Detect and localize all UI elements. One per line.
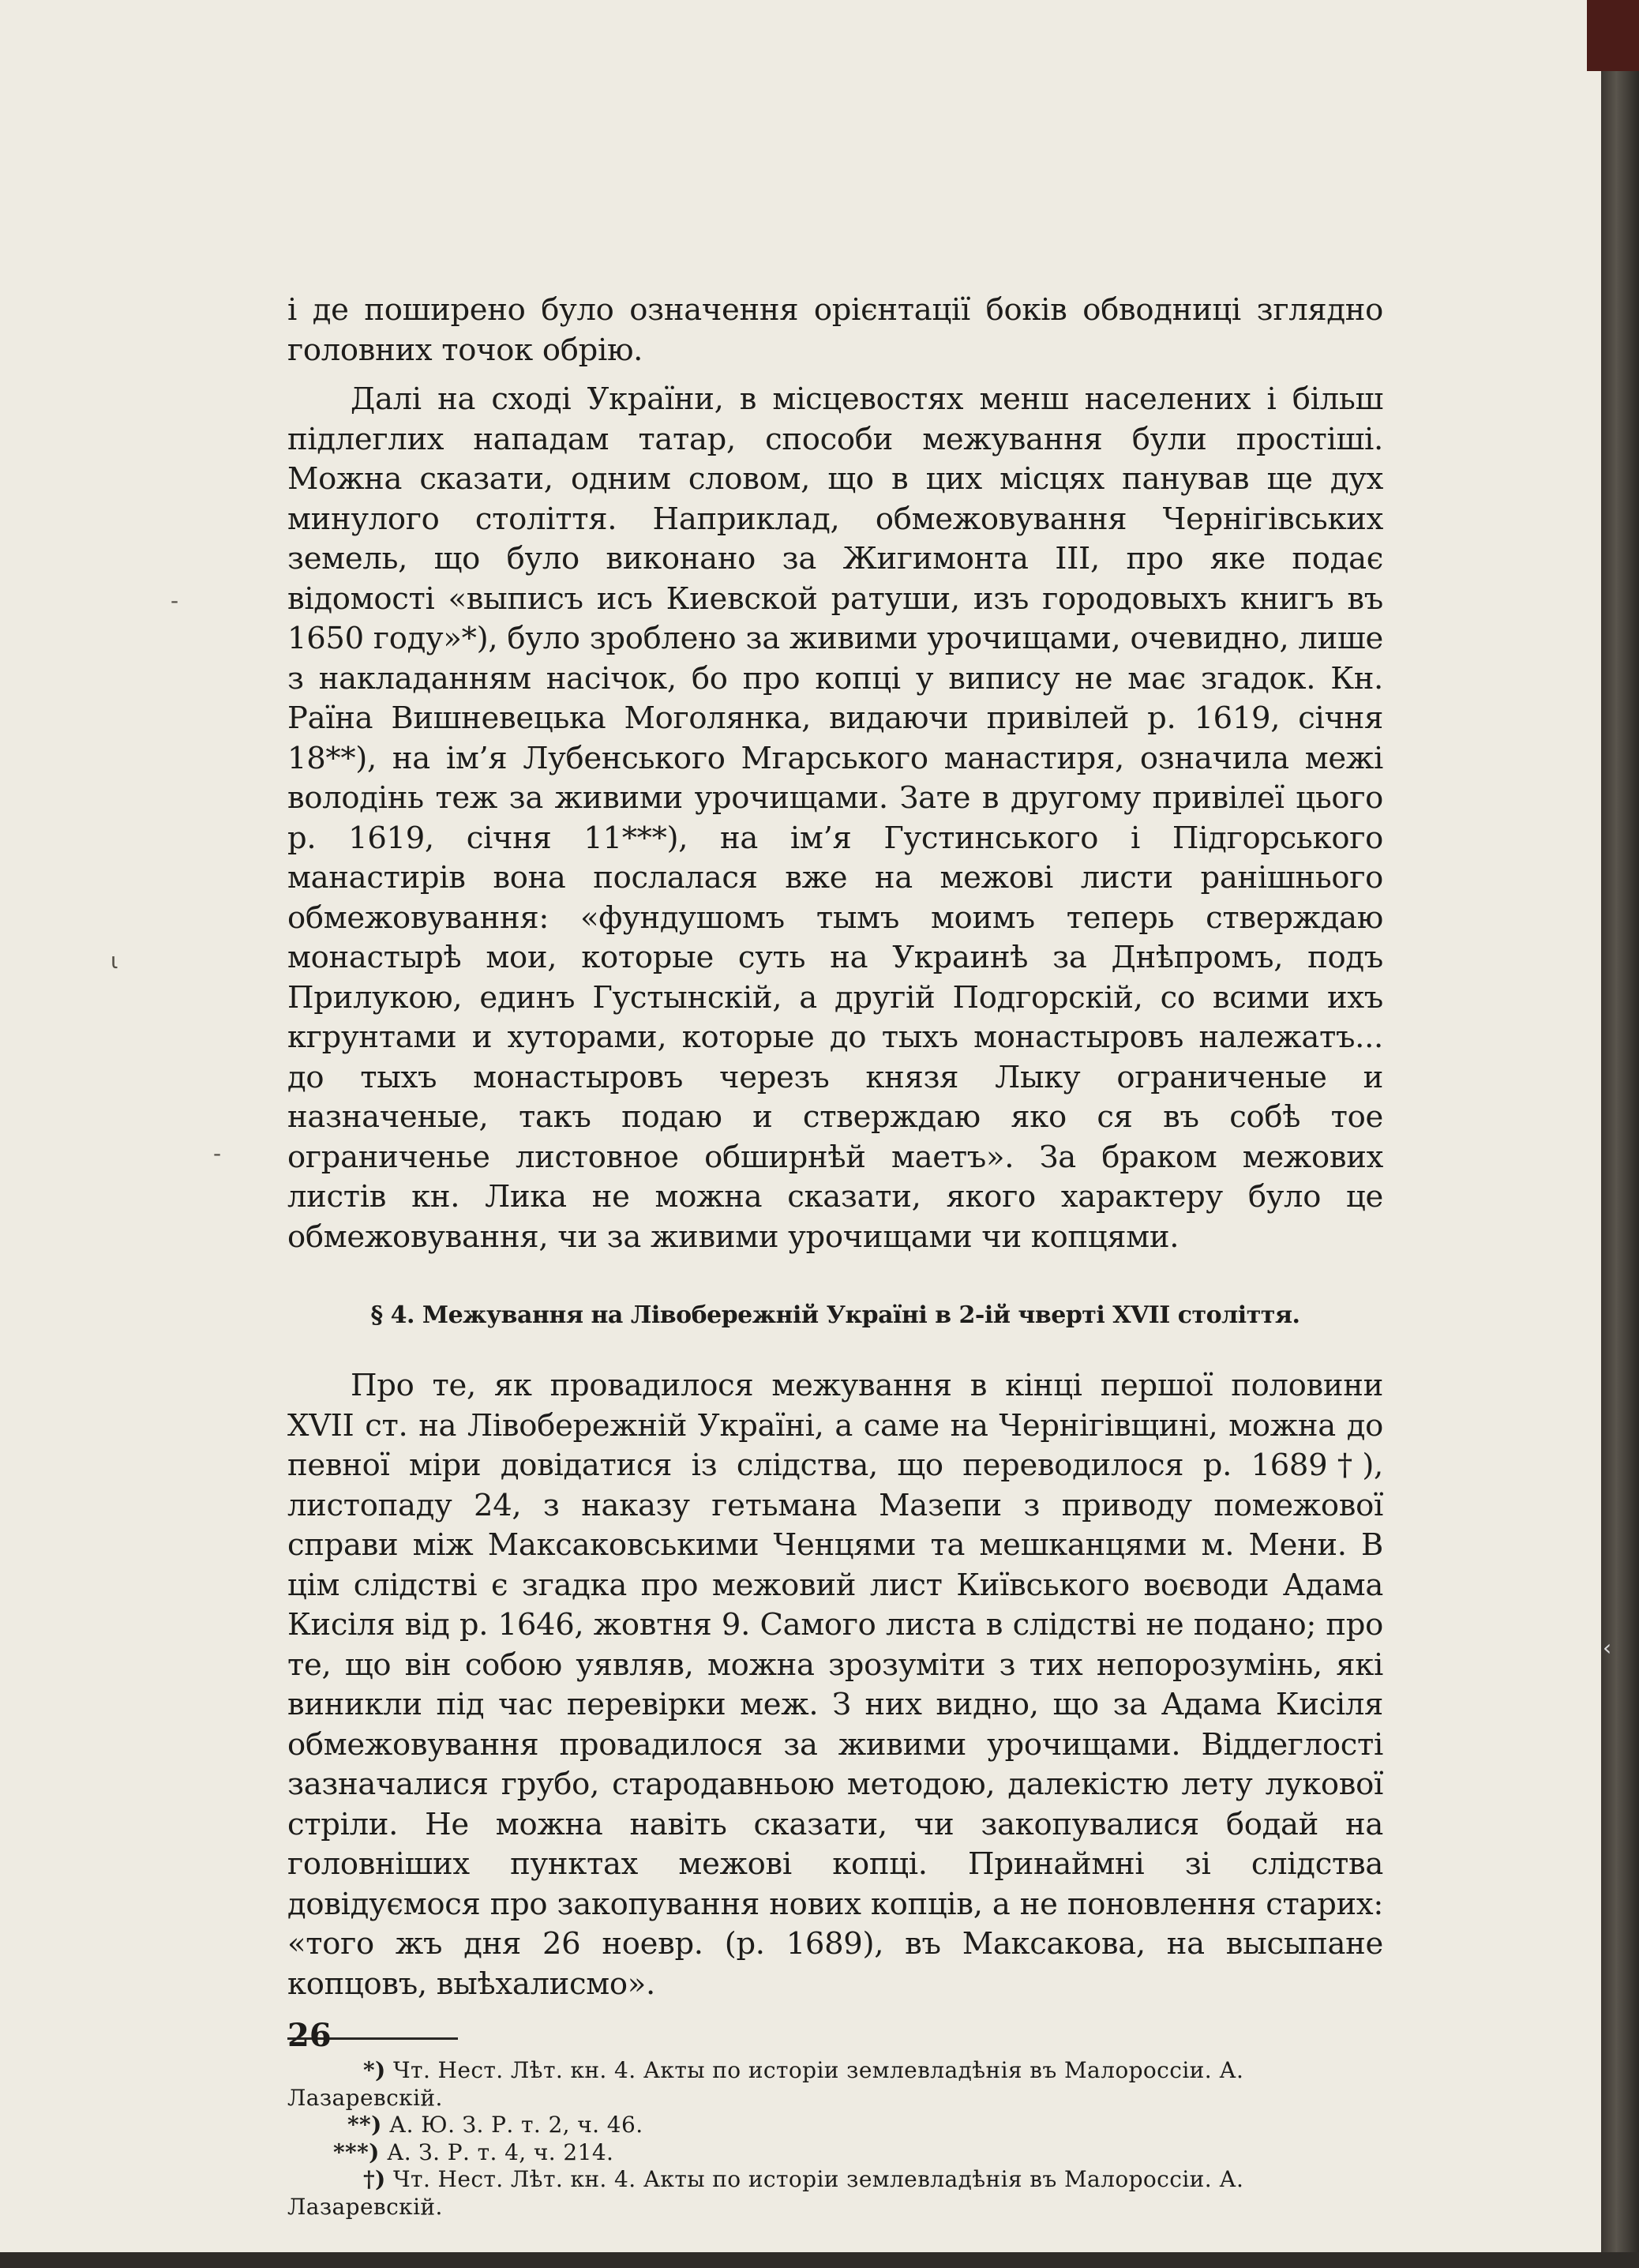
margin-tick-mark: ‹: [1603, 1635, 1612, 1661]
footnote-marker: †): [363, 2166, 386, 2192]
footnote-1: [287, 2057, 1383, 2112]
page-number: 26: [287, 2017, 332, 2054]
margin-tick-mark: -: [213, 1140, 222, 1166]
footnotes: [287, 2057, 1383, 2221]
page-body: [287, 291, 1383, 2221]
footnote-4: [287, 2166, 1383, 2221]
footnote-marker: *): [363, 2057, 386, 2083]
book-spine-edge: [1601, 0, 1639, 2268]
footnote-marker: **): [347, 2112, 382, 2138]
paragraph-2: Далі на сході України, в місцевостях менш населених і більш підлеглих нападам татар, способи межування були простіші. Можна сказати, одним словом, що в цих місцях панував ще дух минулого століття. Наприклад, обмежовування Чернігівських земель, що було виконано за Жигимонта III, про яке подає відомості «выписъ исъ Киевской ратуши, изъ городовыхъ книгъ въ 1650 году»*), було зроблено за живими урочищами, очевидно, лише з накладанням насічок, бо про копці у випису не має згадок. Кн. Раїна Вишневецька Моголянка, видаючи привілей р. 1619, січня 18**), на ім’я Лубенського Мгарського манастиря, означила межі володінь теж за живими урочищами. Зате в другому привілеї цього р. 1619, січня 11***), на ім’я Густинського і Підгорського манастирів вона послалася вже на межові листи ранішнього обмежовування: «фундушомъ тымъ моимъ теперь стверждаю монастырѣ мои, которые суть на Украинѣ за Днѣпромъ, подъ Прилукою, единъ Густынскiй, а другiй Подгорскiй, со всими ихъ кгрунтами и хуторами, которые до тыхъ монастыровъ належатъ... до тыхъ монастыровъ черезъ князя Лыку ограниченые и назначеные, такъ подаю и стверждаю яко ся въ собѣ тое ограниченье листовное обширнѣй маетъ». За браком межових листів кн. Лика не можна сказати, якого характеру було це обмежовування, чи за живими урочищами чи копцями.: [287, 381, 1383, 1255]
footnote-text: Чт. Нест. Лѣт. кн. 4. Акты по исторiи землевладѣнiя въ Малороссiи. А. Лазаревскiй.: [287, 2166, 1244, 2220]
margin-tick-mark: -: [171, 588, 179, 614]
footnote-text: А. Ю. З. Р. т. 2, ч. 46.: [389, 2112, 643, 2138]
footnote-marker: ***): [333, 2138, 380, 2165]
margin-tick-mark: ι: [111, 948, 118, 974]
page-bottom-edge: [0, 2252, 1639, 2268]
footnote-text: Чт. Нест. Лѣт. кн. 4. Акты по исторiи землевладѣнiя въ Малороссiи. А. Лазаревскiй.: [287, 2057, 1244, 2111]
paragraph-3: Про те, як провадилося межування в кінці першої половини XVII ст. на Лівобережній Україні, а саме на Чернігівщині, можна до певної міри довідатися із слідства, що переводилося р. 1689†), листопаду 24, з наказу гетьмана Мазепи з приводу помежової справи між Максаковськими Ченцями та мешканцями м. Мени. В цім слідстві є згадка про межовий лист Київського воєводи Адама Кисіля від р. 1646, жовтня 9. Самого листа в слідстві не подано; про те, що він собою уявляв, можна зрозуміти з тих непорозумінь, які виникли під час перевірки меж. З них видно, що за Адама Кисіля обмежовування провадилося за живими урочищами. Віддеглості зазначалися грубо, стародавньою методою, далекістю лету лукової стріли. Не можна навіть сказати, чи закопувалися бодай на головніших пунктах межові копці. Принаймні зі слідства довідуємося про закопування нових копців, а не поновлення старих: «того жъ дня 26 ноевр. (р. 1689), въ Максакова, на высыпане копцовъ, выѣхалисмо».: [287, 1368, 1383, 2002]
footnote-text: А. З. Р. т. 4, ч. 214.: [387, 2138, 614, 2165]
section-heading: § 4. Межування на Лівобережній Україні в 2-ій чверті XVII століття.: [370, 1301, 1300, 1329]
paragraph-1: і де поширено було означення орієнтації боків обводниці зглядно головних точок обрію.: [287, 292, 1383, 368]
footnote-3: [287, 2139, 1383, 2167]
footnote-2: [287, 2112, 1383, 2139]
book-cover-corner: [1587, 0, 1639, 71]
